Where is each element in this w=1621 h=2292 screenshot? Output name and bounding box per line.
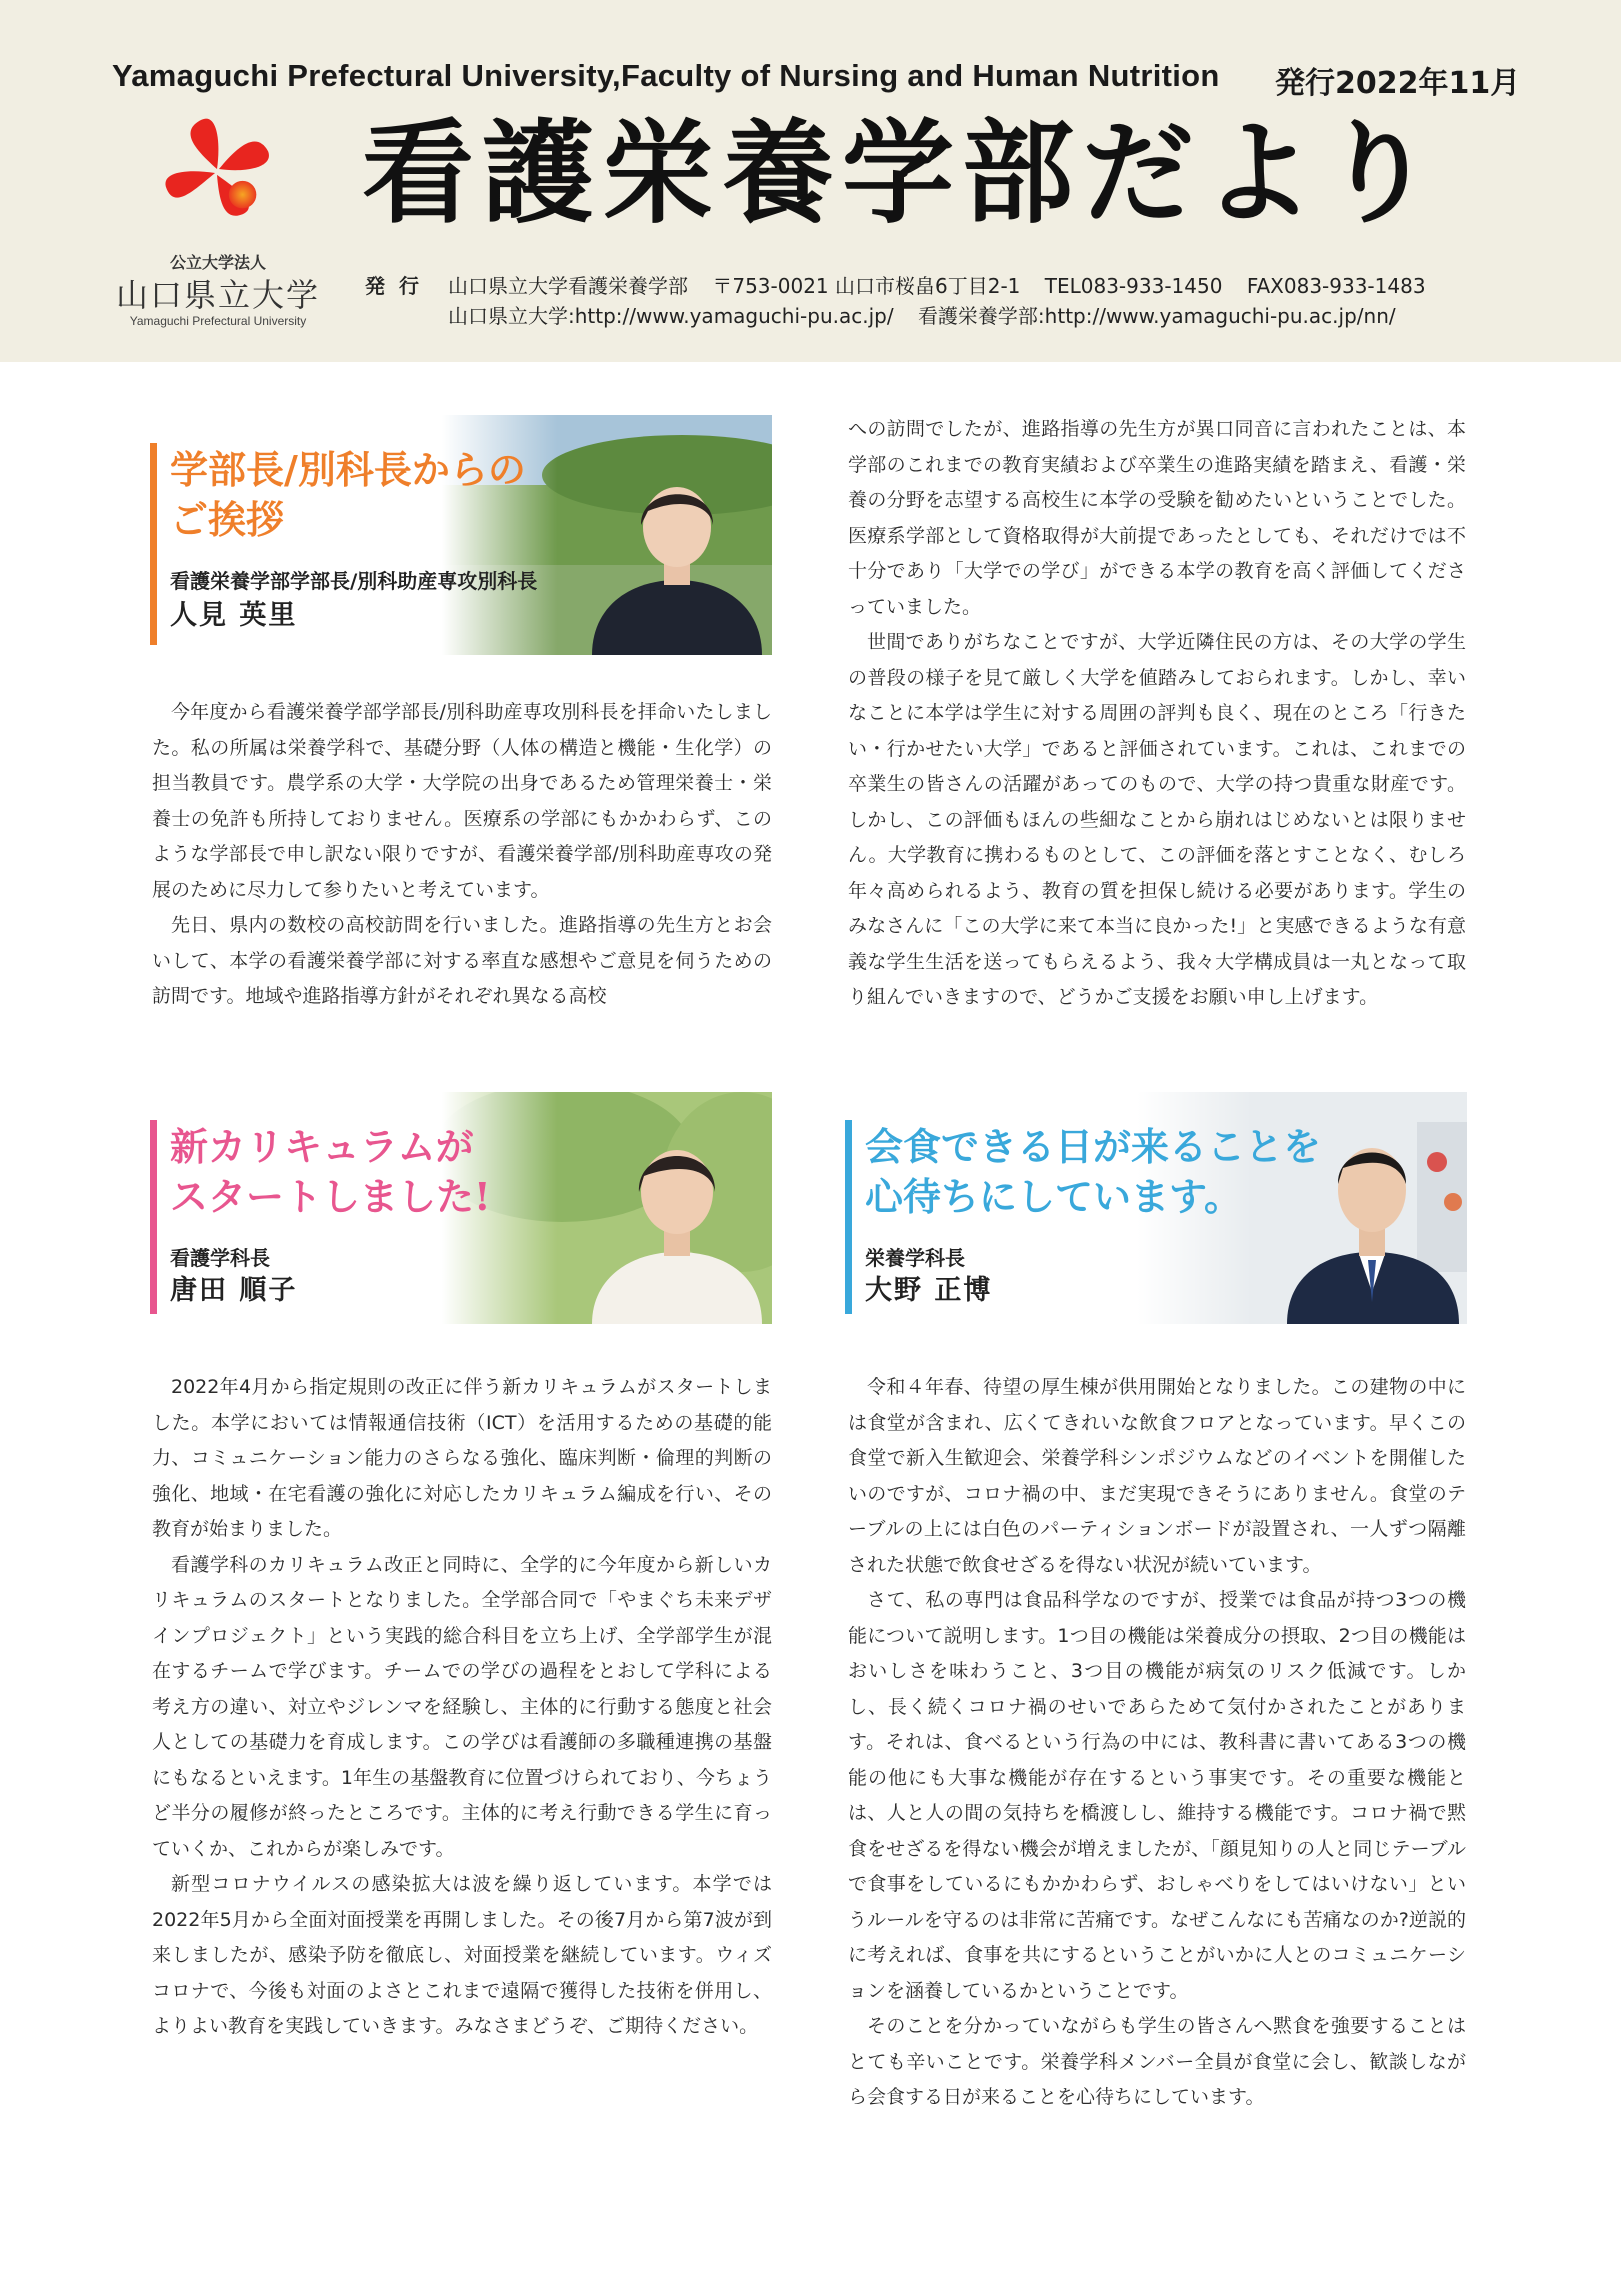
paragraph: 看護学科のカリキュラム改正と同時に、全学的に今年度から新しいカリキュラムのスタートとなりました。全学部合同で「やまぐち未来デザインプロジェクト」という実践的総合科目を立ち上げ、全学部学生が混在するチームで学びます。チームでの学びの過程をとおして学科による考え方の違い、対立やジレンマを経験し、主体的に行動する態度と社会人としての基礎力を育成します。この学びは看護師の多職種連携の基盤にもなるといえます。1年生の基盤教育に位置づけられており、今ちょうど半分の履修が終ったところです。主体的に考え行動できる学生に育っていくか、これからが楽しみです。: [152, 1553, 772, 1860]
nutrition-name: 大野 正博: [865, 1275, 993, 1306]
nutrition-section-header: [845, 1092, 1467, 1324]
logo-university-name: 山口県立大学: [115, 276, 320, 314]
issue-date: 発行2022年11月: [1275, 66, 1521, 101]
paragraph: 令和４年春、待望の厚生棟が供用開始となりました。この建物の中には食堂が含まれ、広くてきれいな飲食フロアとなっています。早くこの食堂で新入生歓迎会、栄養学科シンポジウムなどのイベントを開催したいのですが、コロナ禍の中、まだ実現できそうにありません。食堂のテーブルの上には白色のパーティションボードが設置され、一人ずつ隔離された状態で飲食せざるを得ない状況が続いています。: [848, 1376, 1466, 1576]
dean-name: 人見 英里: [170, 600, 298, 631]
nursing-message: [152, 1370, 772, 2045]
nursing-role: 看護学科長: [170, 1246, 270, 1270]
flower-logo-icon: [158, 112, 276, 230]
paragraph: 2022年4月から指定規則の改正に伴う新カリキュラムがスタートしました。本学においては情報通信技術（ICT）を活用するための基礎的能力、コミュニケーション能力のさらなる強化、臨床判断・倫理的判断の強化、地域・在宅看護の強化に対応したカリキュラム編成を行い、その教育が始まりました。: [152, 1376, 772, 1540]
dean-section-header: [150, 415, 772, 655]
dean-section-title: 学部長/別科長からの ご挨拶: [170, 447, 526, 542]
newsletter-title: 看護栄養学部だより: [362, 109, 1442, 239]
nursing-section-title: 新カリキュラムが スタートしました!: [170, 1124, 491, 1219]
paragraph: 今年度から看護栄養学部学部長/別科助産専攻別科長を拝命いたしました。私の所属は栄養学科で、基礎分野（人体の構造と機能・生化学）の担当教員です。農学系の大学・大学院の出身であるため管理栄養士・栄養士の免許も所持しておりません。医療系の学部にもかかわらず、このような学部長で申し訳ない限りですが、看護栄養学部/別科助産専攻の発展のために尽力して参りたいと考えています。: [152, 701, 772, 901]
dean-accent-bar: [150, 443, 157, 645]
nutrition-message: [848, 1370, 1466, 2116]
nutrition-section-title: 会食できる日が来ることを 心待ちにしています。: [865, 1124, 1322, 1219]
nutrition-accent-bar: [845, 1120, 852, 1314]
url-info: [448, 300, 1414, 329]
university-url[interactable]: 山口県立大学:http://www.yamaguchi-pu.ac.jp/: [448, 304, 894, 328]
university-logo: [108, 112, 328, 332]
paragraph: への訪問でしたが、進路指導の先生方が異口同音に言われたことは、本学部のこれまでの教育実績および卒業生の進路実績を踏まえ、看護・栄養の分野を志望する高校生に本学の受験を勧めたいということでした。医療系学部として資格取得が大前提であったとしても、それだけでは不十分であり「大学での学び」ができる本学の教育を高く評価してくださっていました。: [848, 418, 1466, 618]
nursing-accent-bar: [150, 1120, 157, 1314]
paragraph: 世間でありがちなことですが、大学近隣住民の方は、その大学の学生の普段の様子を見て厳しく大学を値踏みしておられます。しかし、幸いなことに本学は学生に対する周囲の評判も良く、現在のところ「行きたい・行かせたい大学」であると評価されています。これは、これまでの卒業生の皆さんの活躍があってのもので、大学の持つ貴重な財産です。しかし、この評価もほんの些細なことから崩れはじめないとは限りません。大学教育に携わるものとして、この評価を落とすことなく、むしろ年々高められるよう、教育の質を担保し続ける必要があります。学生のみなさんに「この大学に来て本当に良かった!」と実感できるような有意義な学生生活を送ってもらえるよう、我々大学構成員は一丸となって取り組んでいきますので、どうかご支援をお願い申し上げます。: [848, 631, 1466, 1008]
paragraph: 先日、県内の数校の高校訪問を行いました。進路指導の先生方とお会いして、本学の看護栄養学部に対する率直な感想やご意見を伺うための訪問です。地域や進路指導方針がそれぞれ異なる高校: [152, 914, 772, 1007]
publisher-name: 山口県立大学看護栄養学部: [448, 274, 688, 298]
publisher-label: 発行: [365, 274, 433, 298]
dean-role: 看護栄養学部学部長/別科助産専攻別科長: [170, 569, 538, 593]
nursing-name: 唐田 順子: [170, 1275, 298, 1306]
logo-corporation-label: 公立大学法人: [169, 253, 266, 272]
nutrition-role: 栄養学科長: [865, 1246, 965, 1270]
dean-message-right: [848, 412, 1466, 1016]
publisher-info: [448, 270, 1444, 299]
nursing-head-portrait-image: [442, 1092, 772, 1324]
address: 〒753-0021 山口市桜畠6丁目2-1: [712, 274, 1021, 298]
dean-message-left: [152, 695, 772, 1015]
english-title: Yamaguchi Prefectural University,Faculty of Nursing and Human Nutrition: [112, 58, 1220, 93]
fax: FAX083-933-1483: [1246, 274, 1426, 298]
masthead: [0, 0, 1621, 362]
paragraph: そのことを分かっていながらも学生の皆さんへ黙食を強要することはとても辛いことです。栄養学科メンバー全員が食堂に会し、歓談しながら会食する日が来ることを心待ちにしています。: [848, 2015, 1466, 2108]
paragraph: さて、私の専門は食品科学なのですが、授業では食品が持つ3つの機能について説明します。1つ目の機能は栄養成分の摂取、2つ目の機能はおいしさを味わうこと、3つ目の機能が病気のリスク低減です。しかし、長く続くコロナ禍のせいであらためて気付かされたことがあります。それは、食べるという行為の中には、教科書に書いてある3つの機能の他にも大事な機能が存在するという事実です。その重要な機能とは、人と人の間の気持ちを橋渡しし、維持する機能です。コロナ禍で黙食をせざるを得ない機会が増えましたが、「顔見知りの人と同じテーブルで食事をしているにもかかわらず、おしゃべりをしてはいけない」というルールを守るのは非常に苦痛です。なぜこんなにも苦痛なのか?逆説的に考えれば、食事を共にするということがいかに人とのコミュニケーションを涵養しているかということです。: [848, 1589, 1466, 2002]
paragraph: 新型コロナウイルスの感染拡大は波を繰り返しています。本学では2022年5月から全面対面授業を再開しました。その後7月から第7波が到来しましたが、感染予防を徹底し、対面授業を継続しています。ウィズコロナで、今後も対面のよさとこれまで遠隔で獲得した技術を併用し、よりよい教育を実践していきます。みなさまどうぞ、ご期待ください。: [152, 1873, 772, 2037]
logo-english-name: Yamaguchi Prefectural University: [129, 314, 307, 328]
faculty-url[interactable]: 看護栄養学部:http://www.yamaguchi-pu.ac.jp/nn/: [917, 304, 1396, 328]
telephone: TEL083-933-1450: [1044, 274, 1223, 298]
nursing-section-header: [150, 1092, 772, 1324]
